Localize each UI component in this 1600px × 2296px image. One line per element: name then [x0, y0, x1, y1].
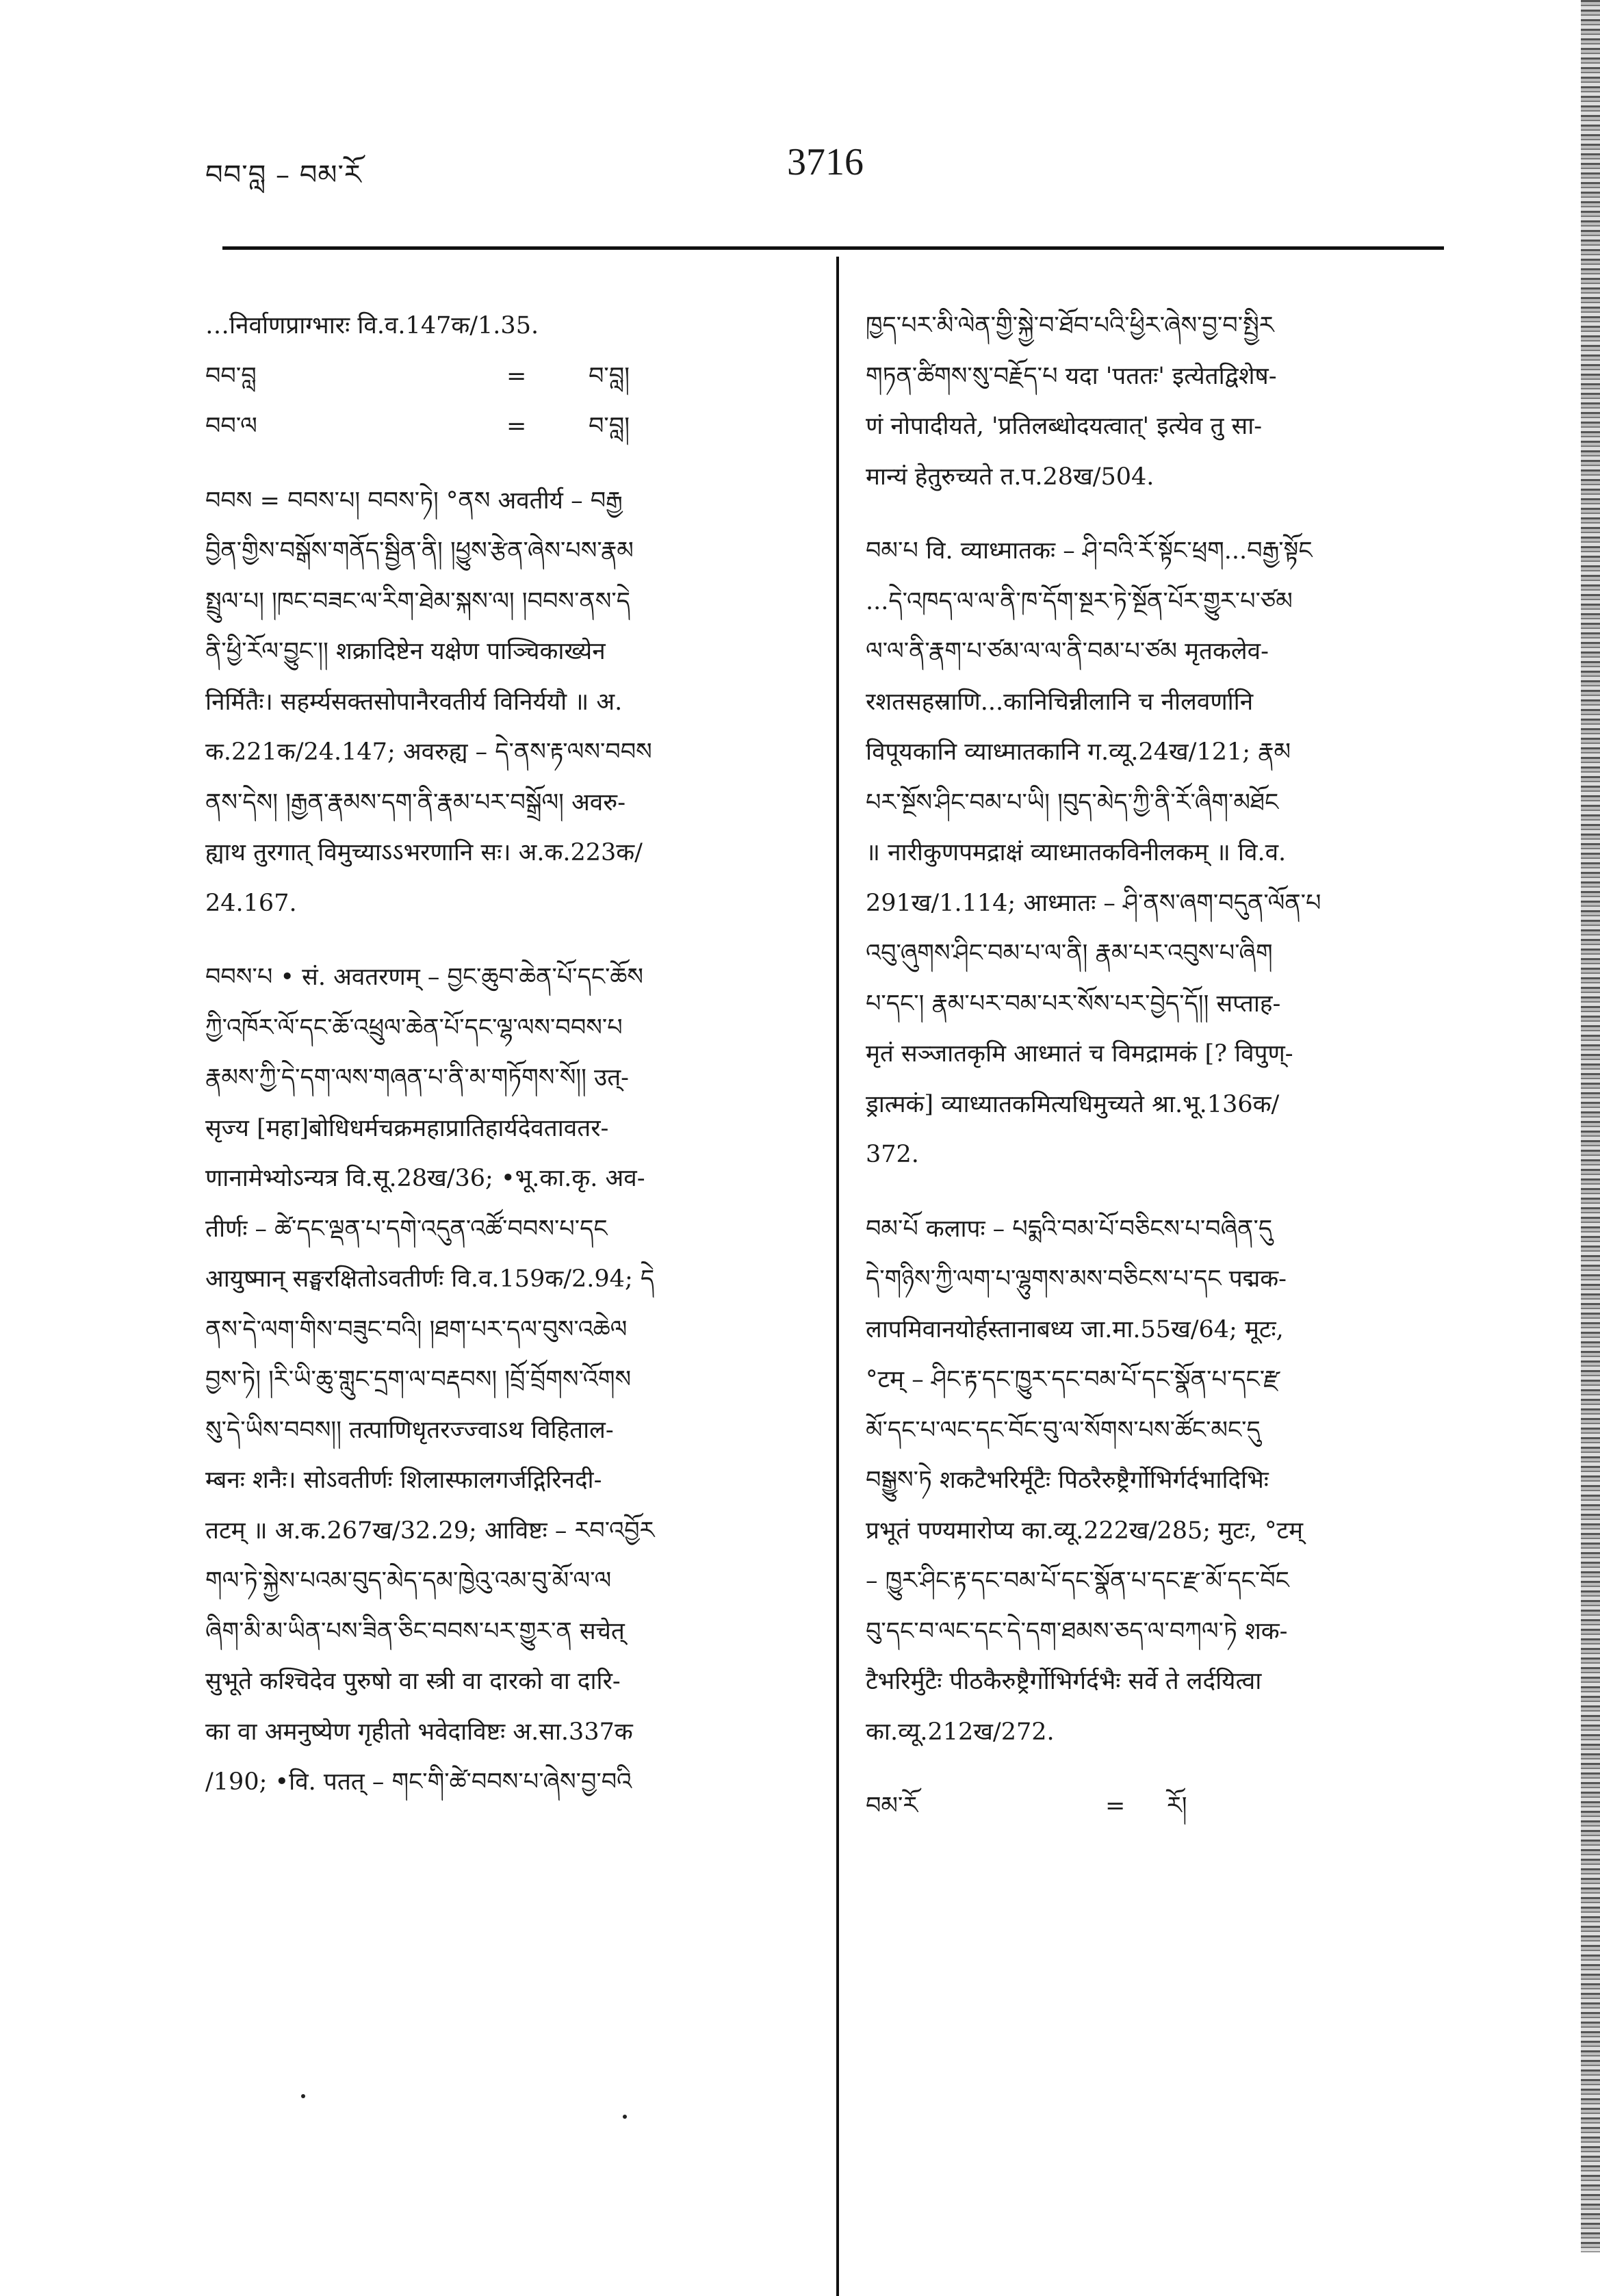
intro-line: …निर्वाणप्राग्भारः वि.व.147क/1.35.: [205, 312, 539, 339]
entry-continuation: [866, 301, 1468, 502]
entry-line: བམ་པ वि. व्याध्मातकः – ཤི་བའི་རོ་སྟོང་ཕྲག...བརྒྱ་སྟོང: [866, 537, 1313, 565]
entry-line: विपूयकानि व्याध्मातकानि ग.व्यू.24ख/121; རྣམ: [866, 738, 1291, 766]
entry-line: བུ་དང་བ་ལང་དང་དེ་དག་ཐམས་ཅད་ལ་བཀལ་ཏེ शक-: [866, 1617, 1288, 1645]
entry-line: བམ་པོ कलापः – པདྨའི་བམ་པོ་བཅིངས་པ་བཞིན་དུ: [866, 1215, 1273, 1243]
entry-line: टैभरिर्मुटैः पीठकैरुष्ट्रैर्गोभिर्गर्दभैः सर्वे ते लर्दयित्वा: [866, 1668, 1262, 1695]
cross-ref-target: བ་བླ།: [589, 362, 630, 390]
entry-bampo: [866, 1204, 1468, 1758]
running-head: བབ་བླ – བམ་རོ: [205, 159, 362, 191]
scan-edge-strip: [1581, 0, 1600, 2252]
entry-line: བབས་པ • सं. अवतरणम् – བྱང་ཆུབ་ཆེན་པོ་དང་ཆོས: [205, 964, 643, 991]
equals-sign: =: [506, 413, 527, 440]
entry-line: प्रभूतं पण्यमारोप्य का.व्यू.222ख/285; मुटः, °टम्: [866, 1517, 1304, 1545]
entry-line: བབས = བབས་པ། བབས་ཏེ། °ནས अवतीर्य – བརྒྱ: [205, 487, 623, 515]
cross-ref-target: རོ།: [1167, 1792, 1187, 1820]
entry-line: णानामेभ्योऽन्यत्र वि.सू.28ख/36; •भू.का.कृ. अव-: [205, 1165, 645, 1192]
entry-line: लापमिवानयोर्हस्तानाबध्य जा.मा.55ख/64; मूटः,: [866, 1315, 1284, 1343]
entry-babs: [205, 476, 808, 929]
entry-line: ཁྱད་པར་མི་ལེན་གྱི་སྐྱེ་བ་ཐོབ་པའི་ཕྱིར་ཞེས་བྱ་བ་སྤྱིར: [866, 312, 1274, 339]
entry-line: 372.: [866, 1141, 919, 1168]
entry-line: ...དེ་འཁད་ལ་ལ་ནི་ཁ་དོག་སྔར་ཏེ་སྔོན་པོར་གྱུར་པ་ཙམ: [866, 587, 1293, 615]
entry-line: དེ་གཉིས་ཀྱི་ལག་པ་ལྷུགས་མས་བཅིངས་པ་དང पद्मक-: [866, 1265, 1287, 1293]
entry-line: ॥ नारीकुणपमद्राक्षं व्याध्मातकविनीलकम् ॥ वि.व.: [866, 839, 1287, 866]
entry-line: གལ་ཏེ་སྐྱེས་པའམ་བུད་མེད་དམ་ཁྱེའུ་འམ་བུ་མོ་ལ་ལ: [205, 1567, 612, 1595]
entry-line: པར་སྔོས་ཤིང་བམ་པ་ཡི། །བུད་མེད་ཀྱི་ནི་རོ་ཞིག་མཐོང: [866, 788, 1279, 816]
entry-line: रशतसहस्राणि...कानिचिन्नीलानि च नीलवर्णानि: [866, 688, 1254, 716]
entry-line: པ་དང་། རྣམ་པར་བམ་པར་སོས་པར་བྱེད་དོ།། सप्ताह-: [866, 990, 1281, 1018]
entry-line: तीर्णः – ཚེ་དང་ལྡན་པ་དགེ་འདུན་འཚོ་བབས་པ་དང: [205, 1215, 608, 1243]
entry-babspa: [205, 953, 808, 1808]
column-divider: [836, 257, 839, 2296]
entry-line: ཀྱི་འཁོར་ལོ་དང་ཆོ་འཕྲུལ་ཆེན་པོ་དང་ལྷ་ལས་བབས་པ: [205, 1014, 623, 1042]
headword: བབ་ལ: [205, 413, 257, 440]
entry-line: आयुष्मान् सङ्घरक्षितोऽवतीर्णः वि.व.159क/2.94; དེ: [205, 1265, 655, 1293]
entry-line: म्बनः शनैः। सोऽवतीर्णः शिलास्फालगर्जद्गिरिनदी-: [205, 1467, 602, 1494]
entry-line: ཞིག་མི་མ་ཡིན་པས་ཟིན་ཅིང་བབས་པར་གྱུར་ན सचेत्: [205, 1617, 625, 1645]
cross-ref-entry: [866, 1781, 1468, 1832]
entry-line: ལ་ལ་ནི་རྣག་པ་ཙམ་ལ་ལ་ནི་བམ་པ་ཙམ मृतकलेव-: [866, 638, 1269, 665]
equals-sign: =: [506, 362, 527, 390]
right-column: [866, 301, 1468, 1832]
equals-sign: =: [1105, 1792, 1126, 1820]
entry-bampa: [866, 526, 1468, 1181]
entry-line: བྱིན་གྱིས་བསྒོས་གནོད་སྦྱིན་ནི། །ཕྱུས་རྩེན་ཞེས་པས་རྣམ: [205, 537, 634, 565]
entry-line: मान्यं हेतुरुच्यते त.प.28ख/504.: [866, 463, 1154, 491]
entry-line: का.व्यू.212ख/272.: [866, 1718, 1055, 1746]
scan-speck: [623, 2115, 627, 2119]
left-column: [205, 301, 808, 1832]
entry-line: तटम् ॥ अ.क.267ख/32.29; आविष्टः – རབ་འབྱོར: [205, 1517, 655, 1545]
entry-line: °टम् – ཤིང་རྟ་དང་ཁྱུར་དང་བམ་པོ་དང་སྣོན་པ་དང་རྫ: [866, 1366, 1280, 1393]
headword: བབ་བླ: [205, 362, 257, 390]
entry-line: གཏན་ཚིགས་སུ་བརྗོད་པ यदा 'पततः' इत्येतद्विशेष-: [866, 362, 1277, 390]
entry-line: मृतं सञ्जातकृमि आध्मातं च विमद्रामकं [? विपुण्-: [866, 1040, 1293, 1068]
cross-ref-target: བ་བླ།: [589, 413, 630, 440]
entry-line: निर्मितैः। सहर्म्यसक्तसोपानैरवतीर्य विनिर्ययौ ॥ अ.: [205, 688, 623, 716]
entry-line: མོ་དང་པ་ལང་དང་བོང་བུ་ལ་སོགས་པས་ཚོང་མང་དུ: [866, 1416, 1261, 1444]
cross-ref-entry: [205, 402, 808, 452]
entry-line: ड्रात्मकं] व्याध्यातकमित्यधिमुच्यते श्रा.भू.136क/: [866, 1090, 1280, 1118]
entry-line: का वा अमनुष्येण गृहीतो भवेदाविष्टः अ.सा.337क: [205, 1718, 633, 1746]
entry-line: सुभूते कश्चिदेव पुरुषो वा स्त्री वा दारको वा दारि-: [205, 1668, 621, 1695]
entry-line: ནི་ཕྱི་རོལ་བྱུང་།། शक्रादिष्टेन यक्षेण पाञ्चिकाख्येन: [205, 638, 606, 665]
entry-line: – ཁྱུར་ཤིང་རྟ་དང་བམ་པོ་དང་སྣོན་པ་དང་རྫ་མོ་དང་བོང: [866, 1567, 1289, 1595]
scan-speck: [301, 2094, 305, 2098]
entry-line: ह्याथ तुरगात् विमुच्याऽऽभरणानि सः। अ.क.223क/: [205, 839, 643, 866]
entry-line: བྱས་ཏེ། །རི་ཡི་ཆུ་གླུང་དྲག་ལ་བརྡབས། །བྲོ་བྲོགས་འོགས: [205, 1366, 632, 1393]
page-number: 3716: [787, 141, 864, 183]
header-rule: [222, 246, 1444, 250]
entry-line: णं नोपादीयते, 'प्रतिलब्धोदयत्वात्' इत्येव तु सा-: [866, 413, 1263, 440]
entry-line: བསྒྱུས་ཏེ शकटैभरिर्मूटैः पिठरैरुष्ट्रैर्गोभिर्गर्दभादिभिः: [866, 1467, 1269, 1494]
entry-line: སུ་དེ་ཡིས་བབས།། तत्पाणिधृतरज्ज्वाऽथ विहिताल-: [205, 1416, 614, 1444]
entry-line: 291ख/1.114; आध्मातः – ཤི་ནས་ཞག་བདུན་ལོན་པ: [866, 889, 1321, 917]
entry-line: 24.167.: [205, 889, 297, 917]
entry-line: སྤྲུལ་པ། །ཁང་བཟང་ལ་རིག་ཐེམ་སྐས་ལ། །བབས་ནས་དེ: [205, 587, 630, 615]
entry-line: सृज्य [महा]बोधिधर्मचक्रमहाप्रातिहार्यदेवतावतर-: [205, 1114, 609, 1142]
entry-line: ནས་དེ་ལག་གིས་བཟུང་བའི། །ཐག་པར་དལ་བུས་འཆེལ: [205, 1315, 628, 1343]
entry-line: རྣམས་ཀྱི་དེ་དག་ལས་གཞན་པ་ནི་མ་གཏོགས་སོ།། उत्-: [205, 1064, 630, 1092]
entry-line: འབུ་ཞུགས་ཤིང་བམ་པ་ལ་ནི། རྣམ་པར་འབུས་པ་ཞིག: [866, 940, 1273, 967]
entry-line: ནས་དེས། །རྒྱན་རྣམས་དག་ནི་རྣམ་པར་བསྒྲོལ། अवरु-: [205, 788, 626, 816]
headword: བམ་རོ: [866, 1792, 918, 1820]
cross-ref-entry: [205, 352, 808, 402]
entry-line: क.221क/24.147; अवरुह्य – དེ་ནས་རྟ་ལས་བབས: [205, 738, 652, 766]
entry-line: /190; •वि. पतत् – གང་གི་ཚེ་བབས་པ་ཞེས་བྱ་བའི: [205, 1768, 632, 1796]
